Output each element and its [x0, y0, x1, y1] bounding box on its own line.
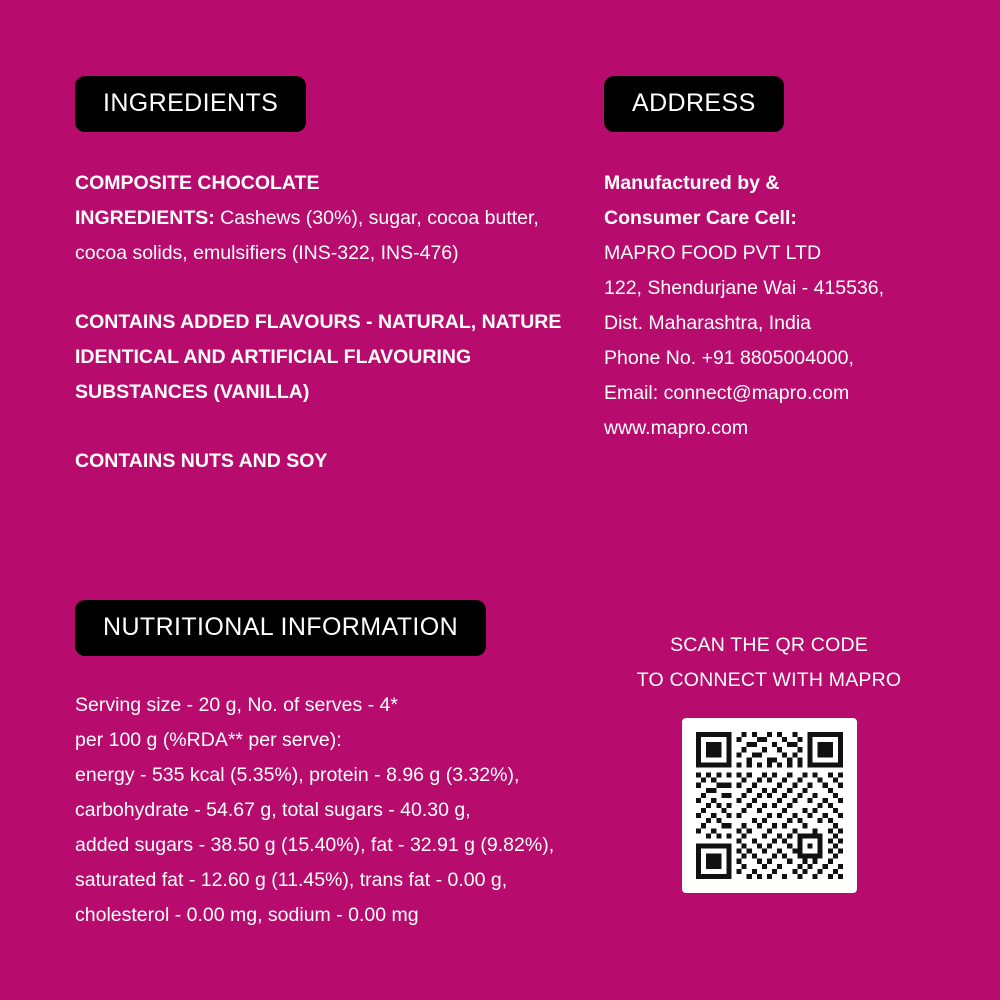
nutrition-section — [75, 600, 595, 933]
address-subheading-line1: Manufactured by & — [604, 172, 780, 194]
composite-ingredients-label-line1: COMPOSITE CHOCOLATE — [75, 172, 320, 194]
qr-code-container[interactable] — [682, 718, 857, 893]
allergen-paragraph: CONTAINS NUTS AND SOY — [75, 450, 328, 472]
address-line: Phone No. +91 8805004000, — [604, 347, 854, 369]
qr-caption-line2: TO CONNECT WITH MAPRO — [636, 669, 902, 691]
nutrition-line: per 100 g (%RDA** per serve): — [75, 729, 342, 751]
qr-code-icon — [696, 732, 843, 879]
address-line: Dist. Maharashtra, India — [604, 312, 812, 334]
nutrition-line: cholesterol - 0.00 mg, sodium - 0.00 mg — [75, 904, 419, 926]
qr-section — [604, 628, 934, 893]
address-email-line: Email: connect@mapro.com — [604, 382, 850, 404]
nutrition-heading-badge: NUTRITIONAL INFORMATION — [75, 600, 486, 656]
nutrition-line: added sugars - 38.50 g (15.40%), fat - 32.91 g (9.82%), — [75, 834, 555, 856]
nutrition-line: energy - 535 kcal (5.35%), protein - 8.96 g (3.32%), — [75, 764, 520, 786]
ingredients-heading-badge: INGREDIENTS — [75, 76, 306, 132]
ingredients-section — [75, 76, 575, 479]
address-website-line: www.mapro.com — [604, 417, 749, 439]
address-line: MAPRO FOOD PVT LTD — [604, 242, 822, 264]
nutrition-line: saturated fat - 12.60 g (11.45%), trans fat - 0.00 g, — [75, 869, 508, 891]
address-line: 122, Shendurjane Wai - 415536, — [604, 277, 885, 299]
address-block — [604, 166, 934, 446]
qr-caption-line1: SCAN THE QR CODE — [670, 634, 868, 656]
nutrition-line: carbohydrate - 54.67 g, total sugars - 40.30 g, — [75, 799, 471, 821]
composite-ingredients-label-line2: INGREDIENTS: — [75, 207, 215, 229]
composite-ingredients-paragraph — [75, 166, 575, 271]
nutrition-text-block — [75, 688, 595, 933]
address-heading-badge: ADDRESS — [604, 76, 784, 132]
address-section — [604, 76, 934, 446]
composite-ingredients-value: Cashews (30%), sugar, cocoa butter, cocoa solids, emulsifiers (INS-322, INS-476) — [75, 207, 539, 264]
nutrition-line: Serving size - 20 g, No. of serves - 4* — [75, 694, 398, 716]
added-flavours-paragraph: CONTAINS ADDED FLAVOURS - NATURAL, NATURE IDENTICAL AND ARTIFICIAL FLAVOURING SUBSTANCES (VANILLA) — [75, 311, 562, 403]
address-subheading-line2: Consumer Care Cell: — [604, 207, 797, 229]
